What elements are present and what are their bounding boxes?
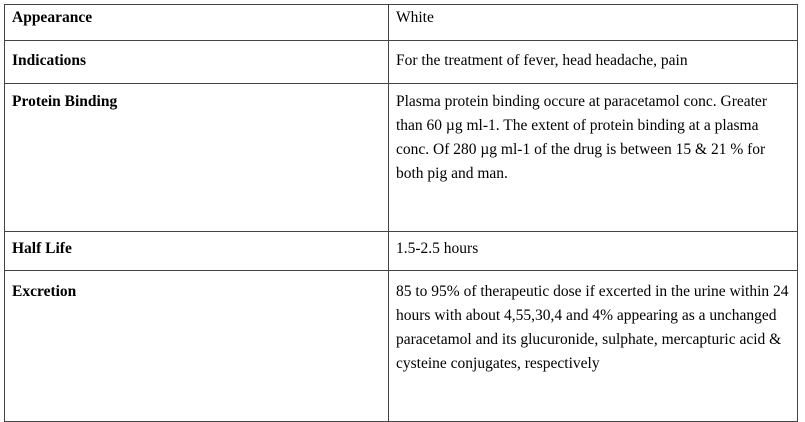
- row-value-excretion: 85 to 95% of therapeutic dose if excerted in the urine within 24 hours with about 4,55,30,4 and 4% appearing as a unchanged paracetamol and its glucuronide, sulphate, mercapturic acid & cysteine conjugates, respectively: [389, 271, 798, 422]
- row-label-half-life: Half Life: [5, 232, 389, 271]
- row-value-appearance: White: [389, 5, 798, 41]
- row-label-excretion: Excretion: [5, 271, 389, 422]
- row-label-appearance: Appearance: [5, 5, 389, 41]
- table-row: [5, 232, 798, 271]
- drug-properties-table: [4, 4, 798, 422]
- row-value-indications: For the treatment of fever, head headache, pain: [389, 41, 798, 84]
- table-row: [5, 271, 798, 422]
- row-label-protein-binding: Protein Binding: [5, 84, 389, 232]
- table-row: [5, 41, 798, 84]
- row-value-protein-binding: Plasma protein binding occure at paracetamol conc. Greater than 60 µg ml-1. The extent of protein binding at a plasma conc. Of 280 µg ml-1 of the drug is between 15 & 21 % for both pig and man.: [389, 84, 798, 232]
- table-row: [5, 5, 798, 41]
- row-value-half-life: 1.5-2.5 hours: [389, 232, 798, 271]
- table-row: [5, 84, 798, 232]
- row-label-indications: Indications: [5, 41, 389, 84]
